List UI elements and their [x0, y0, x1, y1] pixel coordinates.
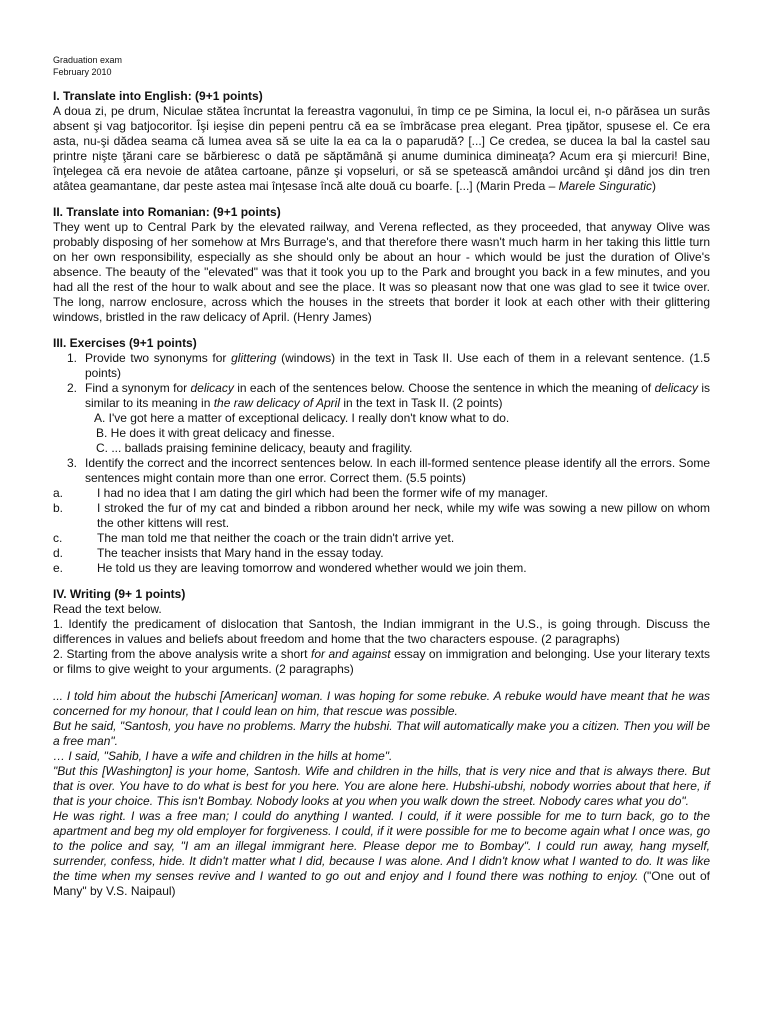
excerpt-paragraph: … I said, "Sahib, I have a wife and children in the hills at home". — [53, 749, 393, 763]
excerpt-paragraph: "But this [Washington] is your home, Santosh. Wife and children in the hills, that is very nice and that is always there. But that is over. You have to do what is best for you here. You are alone here. Hubshi-ubshi, nobody worries about that here, if that is your choice. This isn't Bombay. Nobody looks at you when you walk down the street. Nobody cares what you do". — [53, 764, 710, 808]
list-item: b. I stroked the fur of my cat and binded a ribbon around her neck, while my wife was sowing a new pillow on whom the other kittens will rest. — [53, 501, 710, 530]
exam-header — [53, 54, 710, 78]
section-title: I. Translate into English: (9+1 points) — [53, 89, 263, 103]
list-item: d. The teacher insists that Mary hand in the essay today. — [53, 546, 384, 560]
writing-intro: Read the text below. — [53, 602, 162, 616]
exercise-item: 2. Find a synonym for delicacy in each of the sentences below. Choose the sentence in which the meaning of delicacy is similar to its meaning in the raw delicacy of April in the text in Task II. (2 points) — [66, 381, 710, 410]
section-exercises — [53, 336, 710, 576]
exam-type: Graduation exam — [53, 55, 123, 65]
exercise-item: 1. Provide two synonyms for glittering (windows) in the text in Task II. Use each of them in a relevant sentence. (1.5 points) — [66, 351, 711, 380]
section-title: II. Translate into Romanian: (9+1 points) — [53, 205, 281, 219]
list-item: a. I had no idea that I am dating the girl which had been the former wife of my manager. — [53, 486, 548, 500]
excerpt-paragraph: But he said, "Santosh, you have no problems. Marry the hubshi. That will automatically make you a citizen. Then you will be a free man". — [53, 719, 710, 748]
english-passage: They went up to Central Park by the elevated railway, and Verena reflected, as they proceeded, that anyway Olive was probably disposing of her somehow at Mrs Burrage's, and that therefore there wasn't much harm in her taking this little turn on her own responsibility, especially as she should only be about an hour - which would be just the duration of Olive's absence. The beauty of the "elevated" was that it took you up to the Park and brought you back in a few minutes, and you had all the rest of the hour to walk about and see the place. It was so pleasant now that one was glad to see it twice over. The long, narrow enclosure, across which the houses in the streets that border it look at each other with their glittering windows, bristled in the raw delicacy of April. (Henry James) — [53, 220, 710, 324]
excerpt-paragraph: ... I told him about the hubschi [American] woman. I was hoping for some rebuke. A rebuke would have meant that he was concerned for my honour, that I could lean on him, that rescue was possible. — [53, 689, 710, 718]
section-writing — [53, 587, 710, 677]
exercise-list — [53, 351, 710, 411]
writing-task-2: 2. Starting from the above analysis write a short for and against essay on immigration and belonging. Use your literary texts or films to give weight to your arguments. (2 paragraphs) — [53, 647, 710, 676]
sentence-list — [53, 486, 710, 576]
option-a: A. I've got here a matter of exceptional delicacy. I really don't know what to do. — [94, 411, 510, 425]
section-title: IV. Writing (9+ 1 points) — [53, 587, 186, 601]
answer-options — [53, 411, 710, 456]
option-b: B. He does it with great delicacy and finesse. — [96, 426, 335, 440]
section-translate-english — [53, 89, 710, 194]
exercise-list — [53, 456, 710, 486]
list-item: e. He told us they are leaving tomorrow and wondered whether would we join them. — [53, 561, 527, 575]
list-item: c. The man told me that neither the coach or the train didn't arrive yet. — [53, 531, 455, 545]
section-translate-romanian — [53, 205, 710, 325]
section-title: III. Exercises (9+1 points) — [53, 336, 197, 350]
exam-date: February 2010 — [53, 67, 112, 77]
romanian-passage: A doua zi, pe drum, Niculae stătea încruntat la fereastra vagonului, în timp ce pe Simina, la locul ei, n-o părăsea un surâs absent şi vag batjocoritor. Îşi ieşise din pepeni pentru că ea se îmbrăcase prea elegant. Prea ţipător, spusese el. Ce era asta, nu-şi dădea seama că lumea avea să se uite la ea ca la o paparudă? [...] Ce credea, se ducea la bal la castel sau printre nişte ţărani care se bărbieresc o dată pe săptămână şi anume duminica dimineaţa? Acum era şi miercuri! Bine, înţelegea că era nevoie de atâtea cartoane, pânze şi vopseluri, or să se spetească amândoi urcând şi dând jos din tren atâtea geamantane, dar peste astea mai înţesase încă alte două cu boarfe. [...] (Marin Preda – Marele Singuratic) — [53, 104, 710, 193]
writing-task-1: 1. Identify the predicament of dislocation that Santosh, the Indian immigrant in the U.S., is going through. Discuss the differences in values and beliefs about freedom and home that the two characters espouse. (2 paragraphs) — [53, 617, 710, 646]
exercise-item: 3. Identify the correct and the incorrect sentences below. In each ill-formed sentence please identify all the errors. Some sentences might contain more than one error. Correct them. (5.5 points) — [66, 456, 710, 485]
excerpt-paragraph: He was right. I was a free man; I could do anything I wanted. I could, if it were possible for me to turn back, go to the apartment and beg my old employer for forgiveness. I could, if it were possible for me to become again what I once was, go to the police and say, "I am an illegal immigrant here. Please depor me to Bombay". I could run away, hang myself, surrender, confess, hide. It didn't matter what I did, because I was alone. And I didn't know what I wanted to do. It was like the time when my senses revive and I wanted to go out and enjoy and I found there was nothing to enjoy. ("One out of Many" by V.S. Naipaul) — [53, 809, 711, 898]
naipaul-excerpt — [53, 689, 710, 899]
option-c: C. ... ballads praising feminine delicacy, beauty and fragility. — [96, 441, 413, 455]
book-title: Marele Singuratic — [558, 179, 653, 193]
excerpt-source: ("One out of Many" by V.S. Naipaul) — [53, 869, 711, 898]
